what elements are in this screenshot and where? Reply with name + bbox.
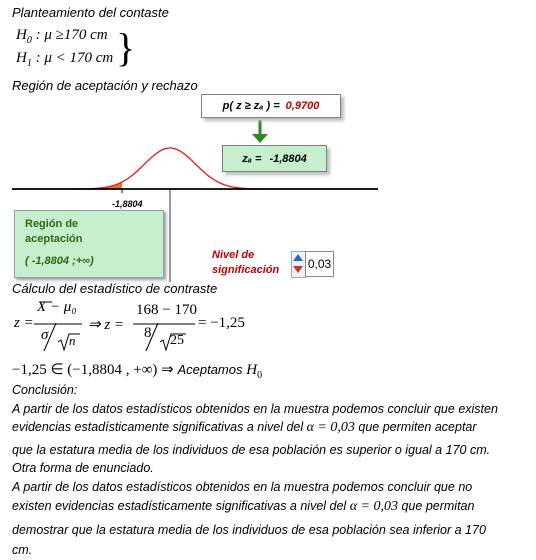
down-arrow-icon [252, 134, 268, 143]
heading-calculo: Cálculo del estadístico de contraste [12, 281, 218, 296]
significance-value-field[interactable]: 0,03 [305, 251, 334, 277]
axis-tick-label: -1,8804 [112, 199, 143, 209]
para2-line3: demostrar que la estatura media de los individuos de esa población sea inferior a 170 [12, 522, 486, 537]
heading-region: Región de aceptación y rechazo [12, 78, 198, 93]
para2-line4: cm. [12, 543, 33, 557]
para1-line1: A partir de los datos estadísticos obtenidos en la muestra podemos concluir que existen [12, 401, 498, 416]
formula-root-n: n [69, 333, 76, 348]
formula-num2: 168 − 170 [136, 302, 197, 318]
formula-arrow: ⇒ z = [88, 317, 125, 333]
probability-label: p( z ≥ zₐ ) = [222, 100, 280, 112]
formula-den2-top: 8 [144, 325, 152, 341]
probability-value: 0,9700 [285, 100, 320, 112]
formula-z: z = [14, 315, 34, 331]
para2-line2: existen evidencias estadísticamente significativas a nivel del α = 0,03 que permitan [12, 499, 475, 514]
probability-box [201, 94, 341, 118]
membership-line: −1,25 ∈ (−1,8804 , +∞) ⇒ Aceptamos $H_0$ [12, 362, 263, 381]
acceptance-region-interval: ( -1,8804 ;+∞) [25, 255, 94, 267]
hypothesis-h1: $H_1$ : μ < 170 cm [16, 50, 114, 69]
formula-den2-root: 25 [170, 333, 184, 348]
significance-label: Nivel de significación [212, 249, 280, 276]
spin-up-icon[interactable] [293, 254, 303, 261]
hypothesis-brace: } [116, 25, 136, 70]
conclusion-block [12, 381, 532, 560]
critical-value-label: zₐ = [242, 152, 262, 165]
otra-forma: Otra forma de enunciado. [12, 461, 154, 475]
formula-num1: X − μ₀ [37, 299, 77, 315]
significance-spinner[interactable] [291, 251, 306, 278]
para1-line3: que la estatura media de los individuos de esa población es superior o igual a 170 cm. [12, 442, 491, 457]
formula-sigma: σ [41, 327, 49, 343]
formula-result: = −1,25 [198, 315, 245, 331]
hypothesis-h0: $H_0$ : μ ≥170 cm [16, 27, 108, 46]
heading-planteamiento: Planteamiento del contaste [12, 5, 169, 20]
acceptance-region-title: Región de aceptación [25, 218, 83, 245]
para1-line2: evidencias estadísticamente significativas a nivel del α = 0,03 que permiten aceptar [12, 420, 477, 435]
acceptance-region-box [14, 210, 164, 278]
spin-down-icon[interactable] [293, 266, 303, 273]
critical-value-box [222, 145, 327, 172]
conclusion-heading: Conclusión: [12, 383, 78, 397]
critical-value: -1,8804 [269, 152, 307, 165]
para2-line1: A partir de los datos estadísticos obtenidos en la muestra podemos concluir que no [12, 479, 473, 494]
